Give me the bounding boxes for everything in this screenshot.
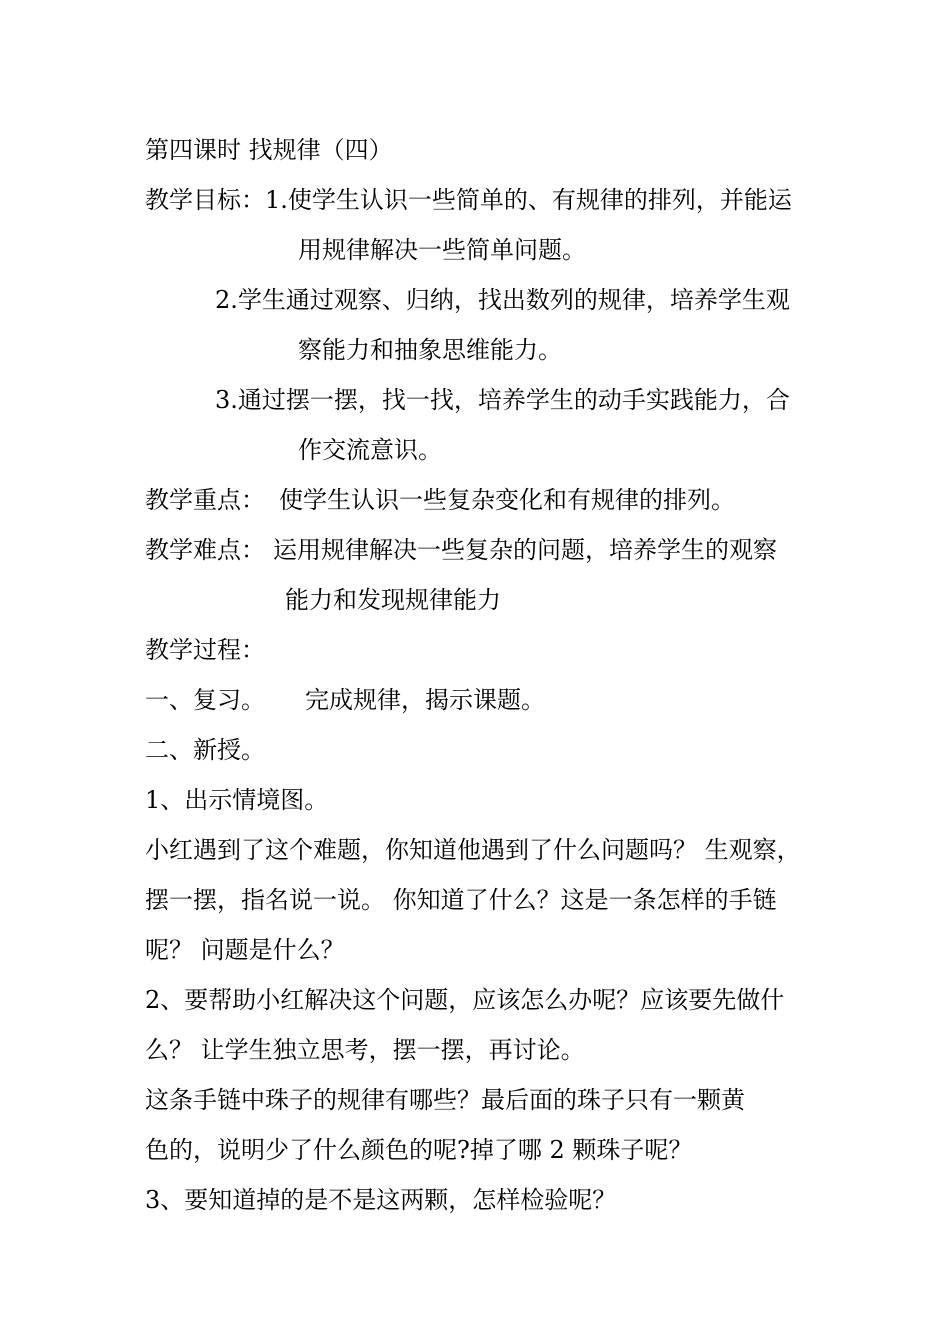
step-1-paragraph-line-3: 呢？ 问题是什么？: [145, 936, 345, 964]
new-lesson-heading: 二、新授。: [145, 736, 265, 764]
key-point-text: 使学生认识一些复杂变化和有规律的排列。: [279, 486, 735, 514]
process-label: 教学过程：: [145, 636, 265, 664]
objective-2-continuation: 察能力和抽象思维能力。: [298, 336, 562, 364]
objective-3-continuation: 作交流意识。: [298, 436, 442, 464]
lesson-title: 第四课时 找规律（四）: [145, 136, 393, 164]
objective-1-continuation: 用规律解决一些简单问题。: [298, 236, 586, 264]
difficulty-continuation: 能力和发现规律能力: [285, 586, 501, 614]
step-1-paragraph-line-1: 小红遇到了这个难题，你知道他遇到了什么问题吗？ 生观察，: [145, 836, 801, 864]
key-point-line: [145, 485, 735, 515]
difficulty-label: 教学难点：: [145, 536, 265, 564]
objective-2-text: 2.学生通过观察、归纳，找出数列的规律，培养学生观: [215, 286, 790, 314]
objective-3-text: 3.通过摆一摆，找一找，培养学生的动手实践能力，合: [215, 386, 790, 414]
step-3-line-1: 3、要知道掉的是不是这两颗，怎样检验呢？: [145, 1186, 617, 1214]
step-2-line-2: 么？ 让学生独立思考，摆一摆，再讨论。: [145, 1036, 585, 1064]
key-point-label: 教学重点：: [145, 486, 265, 514]
step-2-line-1: 2、要帮助小红解决这个问题，应该怎么办呢？应该要先做什: [145, 986, 785, 1014]
difficulty-text: 运用规律解决一些复杂的问题，培养学生的观察: [273, 536, 777, 564]
objectives-line-1: [145, 185, 792, 215]
step-1-heading: 1、出示情境图。: [145, 786, 329, 814]
review-text: 完成规律，揭示课题。: [305, 686, 545, 714]
step-2-line-4: 色的，说明少了什么颜色的呢?掉了哪 2 颗珠子呢？: [145, 1136, 693, 1164]
review-line: [145, 685, 545, 715]
step-1-paragraph-line-2: 摆一摆，指名说一说。 你知道了什么？这是一条怎样的手链: [145, 886, 777, 914]
difficulty-line-1: [145, 535, 777, 565]
objectives-label: 教学目标：: [145, 186, 265, 214]
objective-1-text: 1.使学生认识一些简单的、有规律的排列，并能运: [265, 186, 792, 214]
step-2-line-3: 这条手链中珠子的规律有哪些？最后面的珠子只有一颗黄: [145, 1086, 745, 1114]
review-label: 一、复习。: [145, 686, 265, 714]
